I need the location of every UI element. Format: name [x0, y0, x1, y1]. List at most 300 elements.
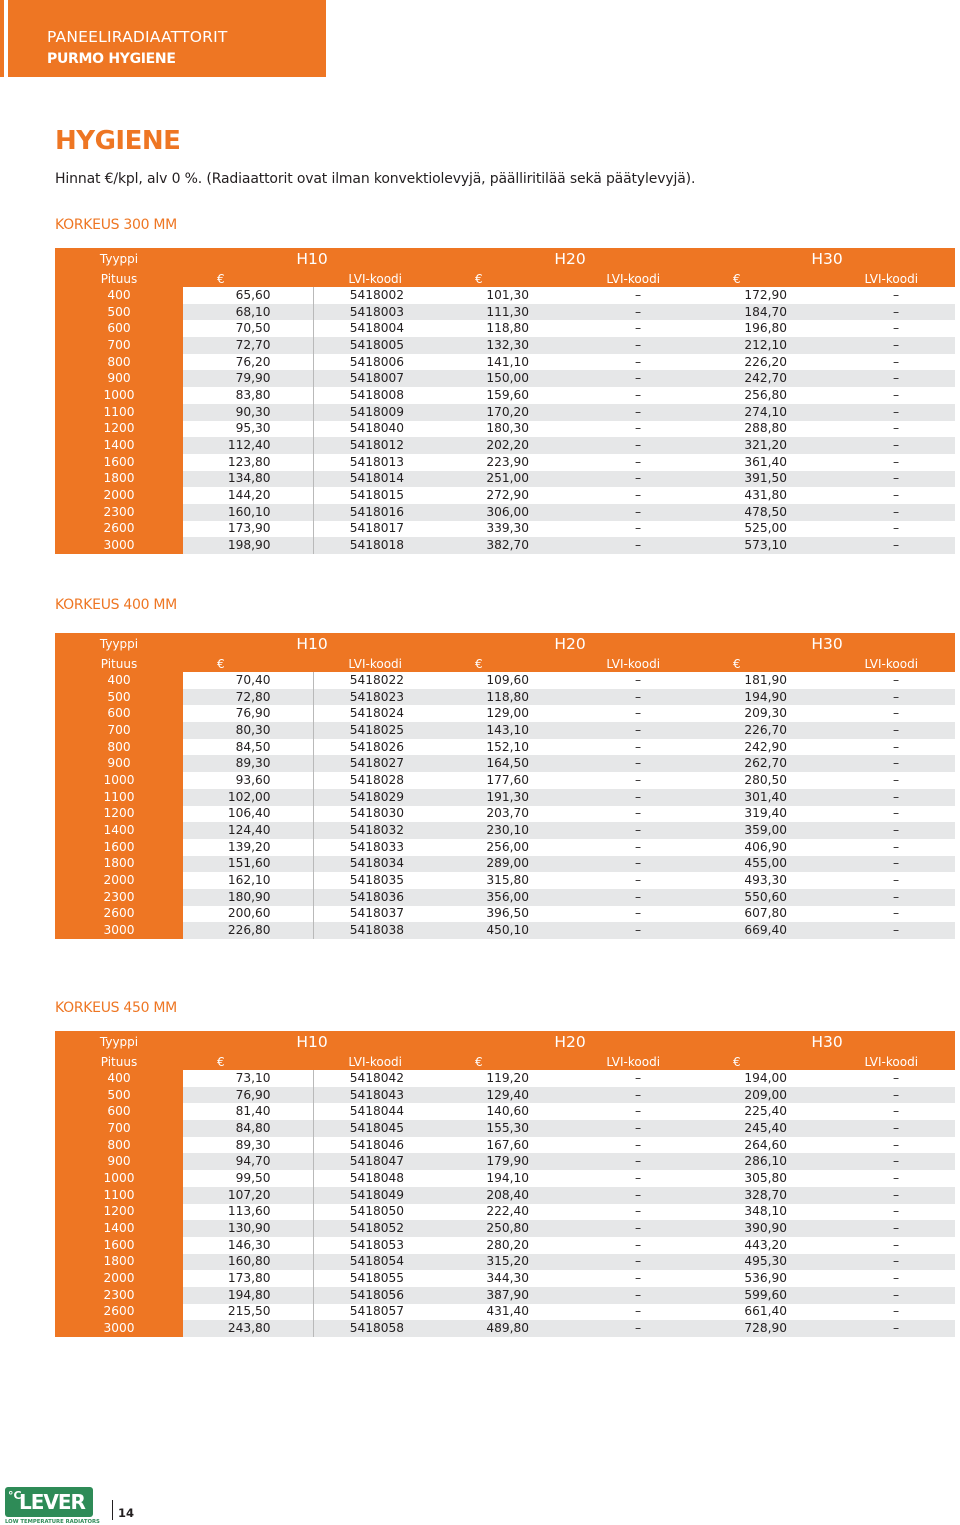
type-header-h20: H20: [441, 633, 699, 655]
h20-price: 230,10: [441, 822, 571, 839]
length-cell: 800: [55, 1137, 183, 1154]
h30-code-dash: –: [829, 689, 955, 706]
h10-code: 5418015: [313, 487, 441, 504]
h10-code: 5418055: [313, 1270, 441, 1287]
h10-price: 194,80: [183, 1287, 313, 1304]
h10-price: 70,50: [235, 321, 271, 336]
h20-price: 118,80: [441, 689, 571, 706]
h20-price: 306,00: [441, 504, 571, 521]
h30-code-dash: –: [892, 387, 900, 402]
table-row: [55, 889, 955, 906]
h20-code-dash: –: [571, 1120, 699, 1137]
h10-code: 5418057: [313, 1304, 441, 1321]
h20-code-dash: –: [571, 1320, 699, 1337]
h30-price: 443,20: [744, 1237, 788, 1252]
h20-code-dash: –: [571, 1153, 699, 1170]
length-cell: 2300: [55, 1287, 183, 1304]
length-cell: 2600: [55, 521, 183, 538]
h20-price: 431,40: [486, 1304, 530, 1319]
h20-code-dash: –: [571, 1187, 699, 1204]
h30-price: 225,40: [744, 1104, 788, 1119]
currency-header: €: [699, 655, 829, 672]
h20-price: 489,80: [441, 1320, 571, 1337]
h30-price: 319,40: [744, 806, 788, 821]
h30-price: 242,70: [699, 370, 829, 387]
table-row: [55, 1153, 955, 1170]
table-row: [55, 1137, 955, 1154]
h20-price: 119,20: [486, 1070, 530, 1085]
table-row: [55, 1170, 955, 1187]
h30-code-dash: –: [829, 537, 955, 554]
h10-price: 160,10: [183, 504, 313, 521]
table-row: [55, 1220, 955, 1237]
h10-code: 5418006: [313, 354, 441, 371]
length-cell: 900: [55, 370, 183, 387]
h20-price: 140,60: [486, 1104, 530, 1119]
h20-price: 101,30: [486, 287, 530, 302]
section-title: [55, 597, 177, 613]
h20-price: 167,60: [486, 1137, 530, 1152]
table-row: [55, 471, 955, 488]
h10-code: 5418025: [313, 722, 441, 739]
length-cell: 3000: [55, 1320, 183, 1337]
type-header-label: Tyyppi: [55, 1031, 183, 1053]
h30-code-dash: –: [892, 772, 900, 787]
length-cell: 2000: [55, 872, 183, 889]
logo-text: LEVER: [19, 1490, 85, 1514]
h30-code-dash: –: [892, 1204, 900, 1219]
length-header-label: Pituus: [55, 655, 183, 672]
h20-price: 109,60: [486, 672, 530, 687]
table-row: [55, 739, 955, 756]
type-header-h10: H10: [183, 633, 441, 655]
h30-price: 262,70: [699, 755, 829, 772]
h20-price: 356,00: [441, 889, 571, 906]
h20-price: 315,80: [486, 873, 530, 888]
type-header-h30: H30: [699, 633, 955, 655]
h20-price: 339,30: [486, 521, 530, 536]
h30-price: 550,60: [699, 889, 829, 906]
h30-price: 288,80: [744, 421, 788, 436]
h20-code-dash: –: [634, 706, 642, 721]
h30-code-dash: –: [829, 404, 955, 421]
length-cell: 1100: [55, 404, 183, 421]
h10-code: 5418016: [313, 504, 441, 521]
h10-price: 83,80: [235, 387, 271, 402]
price-intro: Hinnat €/kpl, alv 0 %. (Radiaattorit ovat ilman konvektiolevyjä, päälliritilää sekä päätylevyjä).: [55, 171, 696, 187]
section-title-value: 450 MM: [123, 1000, 177, 1016]
length-cell: 500: [55, 304, 183, 321]
h20-code-dash: –: [634, 1170, 642, 1185]
h20-code-dash: –: [571, 1220, 699, 1237]
length-cell: 500: [55, 689, 183, 706]
h30-code-dash: –: [892, 873, 900, 888]
h30-price: 212,10: [699, 337, 829, 354]
h10-code: 5418038: [313, 922, 441, 939]
h10-code: 5418013: [313, 454, 441, 471]
h10-price: 130,90: [183, 1220, 313, 1237]
h20-code-dash: –: [634, 806, 642, 821]
h30-price: 209,30: [744, 706, 788, 721]
currency-header: €: [699, 1053, 829, 1070]
h10-price: 76,90: [235, 706, 271, 721]
h30-price: 172,90: [744, 287, 788, 302]
h10-price: 65,60: [235, 287, 271, 302]
type-header-label: Tyyppi: [55, 633, 183, 655]
h20-code-dash: –: [634, 488, 642, 503]
h10-code: 5418007: [313, 370, 441, 387]
h10-code: 5418014: [313, 471, 441, 488]
h10-price: 68,10: [183, 304, 313, 321]
h20-code-dash: –: [634, 354, 642, 369]
h20-price: 191,30: [441, 789, 571, 806]
currency-header: €: [183, 655, 313, 672]
length-cell: 1400: [55, 437, 183, 454]
h20-code-dash: –: [634, 1304, 642, 1319]
h30-code-dash: –: [829, 1220, 955, 1237]
length-cell: 1100: [55, 1187, 183, 1204]
h10-price: 107,20: [183, 1187, 313, 1204]
length-cell: 2600: [55, 1304, 183, 1321]
h10-price: 102,00: [183, 789, 313, 806]
h30-price: 536,90: [744, 1271, 788, 1286]
h10-code: 5418018: [313, 537, 441, 554]
h30-code-dash: –: [829, 722, 955, 739]
clever-logo: [5, 1487, 93, 1517]
h30-code-dash: –: [829, 1320, 955, 1337]
section-title: [55, 217, 177, 233]
table-row: [55, 287, 955, 304]
h30-price: 359,00: [699, 822, 829, 839]
h30-price: 391,50: [699, 471, 829, 488]
table-row: [55, 337, 955, 354]
h30-code-dash: –: [892, 1237, 900, 1252]
type-header-h10: H10: [183, 248, 441, 270]
h20-code-dash: –: [634, 1137, 642, 1152]
h10-price: 151,60: [183, 856, 313, 873]
h10-code: 5418009: [313, 404, 441, 421]
h30-price: 194,00: [744, 1070, 788, 1085]
table-row: [55, 689, 955, 706]
currency-header: €: [441, 1053, 571, 1070]
length-header-label: Pituus: [55, 1053, 183, 1070]
length-cell: 400: [55, 1070, 183, 1087]
h20-code-dash: –: [571, 889, 699, 906]
length-cell: 3000: [55, 922, 183, 939]
h10-price: 76,20: [235, 354, 271, 369]
h30-price: 573,10: [699, 537, 829, 554]
h10-code: 5418048: [313, 1170, 441, 1187]
type-header-h10: H10: [183, 1031, 441, 1053]
length-cell: 1000: [55, 772, 183, 789]
h30-price: 226,70: [699, 722, 829, 739]
h20-price: 132,30: [441, 337, 571, 354]
h10-price: 99,50: [235, 1170, 271, 1185]
logo-subtitle: LOW TEMPERATURE RADIATORS: [5, 1519, 100, 1525]
table-row: [55, 1103, 955, 1120]
page-title: HYGIENE: [55, 126, 181, 156]
length-cell: 1400: [55, 1220, 183, 1237]
h10-price: 173,90: [227, 521, 271, 536]
h30-price: 361,40: [744, 454, 788, 469]
h10-code: 5418004: [313, 320, 441, 337]
length-cell: 1800: [55, 471, 183, 488]
h20-code-dash: –: [634, 906, 642, 921]
h20-price: 177,60: [486, 772, 530, 787]
h20-price: 223,90: [486, 454, 530, 469]
page-number: 14: [118, 1506, 135, 1520]
h10-price: 79,90: [183, 370, 313, 387]
section-title-value: 300 MM: [123, 217, 177, 233]
h30-code-dash: –: [829, 304, 955, 321]
h20-price: 344,30: [486, 1271, 530, 1286]
h10-code: 5418052: [313, 1220, 441, 1237]
h20-price: 129,40: [441, 1087, 571, 1104]
h10-code: 5418042: [313, 1070, 441, 1087]
h20-code-dash: –: [571, 537, 699, 554]
h30-code-dash: –: [892, 1170, 900, 1185]
h20-price: 250,80: [441, 1220, 571, 1237]
h10-code: 5418054: [313, 1254, 441, 1271]
h30-code-dash: –: [829, 1087, 955, 1104]
length-cell: 3000: [55, 537, 183, 554]
length-cell: 2300: [55, 889, 183, 906]
table-row: [55, 672, 955, 689]
h20-price: 180,30: [486, 421, 530, 436]
h20-price: 159,60: [486, 387, 530, 402]
h10-price: 89,30: [183, 755, 313, 772]
table-row: [55, 1237, 955, 1254]
page-separator: [112, 1500, 113, 1520]
length-cell: 900: [55, 1153, 183, 1170]
h10-price: 198,90: [183, 537, 313, 554]
length-cell: 700: [55, 722, 183, 739]
table-row: [55, 705, 955, 722]
h10-price: 76,90: [183, 1087, 313, 1104]
h10-price: 162,10: [227, 873, 271, 888]
table-row: [55, 387, 955, 404]
h10-code: 5418027: [313, 755, 441, 772]
length-cell: 800: [55, 354, 183, 371]
h20-price: 202,20: [441, 437, 571, 454]
h10-price: 146,30: [227, 1237, 271, 1252]
table-row: [55, 906, 955, 923]
h20-code-dash: –: [571, 722, 699, 739]
table-row: [55, 872, 955, 889]
length-cell: 700: [55, 1120, 183, 1137]
h20-price: 129,00: [486, 706, 530, 721]
h30-code-dash: –: [829, 370, 955, 387]
table-row: [55, 404, 955, 421]
h10-code: 5418056: [313, 1287, 441, 1304]
h30-price: 478,50: [699, 504, 829, 521]
table-row: [55, 1087, 955, 1104]
section-title-prefix: KORKEUS: [55, 1000, 120, 1016]
h30-code-dash: –: [892, 421, 900, 436]
h10-price: 93,60: [235, 772, 271, 787]
h20-price: 289,00: [441, 856, 571, 873]
h20-code-dash: –: [634, 873, 642, 888]
h20-price: 222,40: [486, 1204, 530, 1219]
h30-code-dash: –: [892, 354, 900, 369]
h20-price: 141,10: [486, 354, 530, 369]
h10-price: 144,20: [227, 488, 271, 503]
h10-price: 134,80: [183, 471, 313, 488]
table-row: [55, 1270, 955, 1287]
length-cell: 600: [55, 705, 183, 722]
h10-code: 5418024: [313, 705, 441, 722]
table-row: [55, 806, 955, 823]
h20-code-dash: –: [634, 672, 642, 687]
h30-price: 607,80: [744, 906, 788, 921]
h30-price: 669,40: [699, 922, 829, 939]
currency-header: €: [183, 270, 313, 287]
table-row: [55, 320, 955, 337]
h30-code-dash: –: [892, 1104, 900, 1119]
length-cell: 1200: [55, 421, 183, 438]
currency-header: €: [441, 655, 571, 672]
h20-price: 143,10: [441, 722, 571, 739]
h10-price: 243,80: [183, 1320, 313, 1337]
h10-price: 84,50: [235, 739, 271, 754]
length-cell: 400: [55, 672, 183, 689]
h30-code-dash: –: [829, 856, 955, 873]
table-row: [55, 772, 955, 789]
table-row: [55, 1120, 955, 1137]
h30-price: 525,00: [744, 521, 788, 536]
code-header: LVI-koodi: [313, 655, 441, 672]
length-header-label: Pituus: [55, 270, 183, 287]
h30-price: 280,50: [744, 772, 788, 787]
currency-header: €: [183, 1053, 313, 1070]
h30-price: 321,20: [699, 437, 829, 454]
h30-code-dash: –: [892, 488, 900, 503]
code-header: LVI-koodi: [571, 1053, 699, 1070]
h20-code-dash: –: [634, 387, 642, 402]
h20-price: 179,90: [441, 1153, 571, 1170]
h30-code-dash: –: [892, 521, 900, 536]
h10-code: 5418003: [313, 304, 441, 321]
table-row: [55, 839, 955, 856]
h30-price: 493,30: [744, 873, 788, 888]
h30-price: 455,00: [699, 856, 829, 873]
h10-code: 5418040: [313, 421, 441, 438]
h20-price: 272,90: [486, 488, 530, 503]
length-cell: 1200: [55, 806, 183, 823]
length-cell: 800: [55, 739, 183, 756]
h10-code: 5418023: [313, 689, 441, 706]
code-header: LVI-koodi: [313, 270, 441, 287]
h20-price: 251,00: [441, 471, 571, 488]
h20-price: 256,00: [486, 839, 530, 854]
h30-code-dash: –: [892, 839, 900, 854]
h30-code-dash: –: [829, 1254, 955, 1271]
length-cell: 1400: [55, 822, 183, 839]
h20-price: 152,10: [486, 739, 530, 754]
h10-code: 5418022: [313, 672, 441, 689]
h30-code-dash: –: [892, 806, 900, 821]
h10-price: 180,90: [183, 889, 313, 906]
code-header: LVI-koodi: [313, 1053, 441, 1070]
type-header-h30: H30: [699, 1031, 955, 1053]
currency-header: €: [699, 270, 829, 287]
table-row: [55, 487, 955, 504]
price-table: [55, 1031, 955, 1337]
h20-price: 382,70: [441, 537, 571, 554]
h30-code-dash: –: [829, 337, 955, 354]
h20-code-dash: –: [571, 304, 699, 321]
h30-price: 245,40: [699, 1120, 829, 1137]
h10-price: 160,80: [183, 1254, 313, 1271]
h20-code-dash: –: [634, 1070, 642, 1085]
h30-price: 728,90: [699, 1320, 829, 1337]
h30-price: 286,10: [699, 1153, 829, 1170]
h30-code-dash: –: [892, 906, 900, 921]
h10-code: 5418053: [313, 1237, 441, 1254]
table-row: [55, 370, 955, 387]
h30-price: 348,10: [744, 1204, 788, 1219]
h20-code-dash: –: [571, 1087, 699, 1104]
h10-code: 5418008: [313, 387, 441, 404]
table-row: [55, 421, 955, 438]
length-cell: 1100: [55, 789, 183, 806]
header-category: PANEELIRADIAATTORIT: [47, 28, 228, 46]
h30-code-dash: –: [829, 471, 955, 488]
h10-code: 5418012: [313, 437, 441, 454]
h30-code-dash: –: [892, 672, 900, 687]
h20-code-dash: –: [634, 739, 642, 754]
h20-code-dash: –: [634, 839, 642, 854]
h20-code-dash: –: [571, 337, 699, 354]
table-row: [55, 504, 955, 521]
h10-code: 5418050: [313, 1204, 441, 1221]
length-cell: 600: [55, 320, 183, 337]
h10-price: 226,80: [183, 922, 313, 939]
h20-code-dash: –: [634, 521, 642, 536]
length-cell: 1800: [55, 856, 183, 873]
h20-code-dash: –: [571, 856, 699, 873]
section-title-prefix: KORKEUS: [55, 217, 120, 233]
h10-code: 5418045: [313, 1120, 441, 1137]
table-row: [55, 722, 955, 739]
code-header: LVI-koodi: [829, 655, 955, 672]
table-row: [55, 822, 955, 839]
h30-code-dash: –: [829, 822, 955, 839]
h30-code-dash: –: [829, 889, 955, 906]
h30-code-dash: –: [829, 1287, 955, 1304]
h30-code-dash: –: [892, 1304, 900, 1319]
h30-code-dash: –: [892, 454, 900, 469]
table-row: [55, 521, 955, 538]
h10-price: 124,40: [183, 822, 313, 839]
h10-code: 5418032: [313, 822, 441, 839]
h30-price: 194,90: [699, 689, 829, 706]
h10-price: 106,40: [227, 806, 271, 821]
h10-price: 73,10: [235, 1070, 271, 1085]
section-title-value: 400 MM: [123, 597, 177, 613]
h30-code-dash: –: [892, 287, 900, 302]
h10-code: 5418037: [313, 906, 441, 923]
length-cell: 2000: [55, 487, 183, 504]
price-table: [55, 633, 955, 939]
h20-price: 396,50: [486, 906, 530, 921]
h10-code: 5418046: [313, 1137, 441, 1154]
section-title-prefix: KORKEUS: [55, 597, 120, 613]
table-row: [55, 1187, 955, 1204]
h10-code: 5418049: [313, 1187, 441, 1204]
h30-price: 301,40: [699, 789, 829, 806]
price-table: [55, 248, 955, 554]
